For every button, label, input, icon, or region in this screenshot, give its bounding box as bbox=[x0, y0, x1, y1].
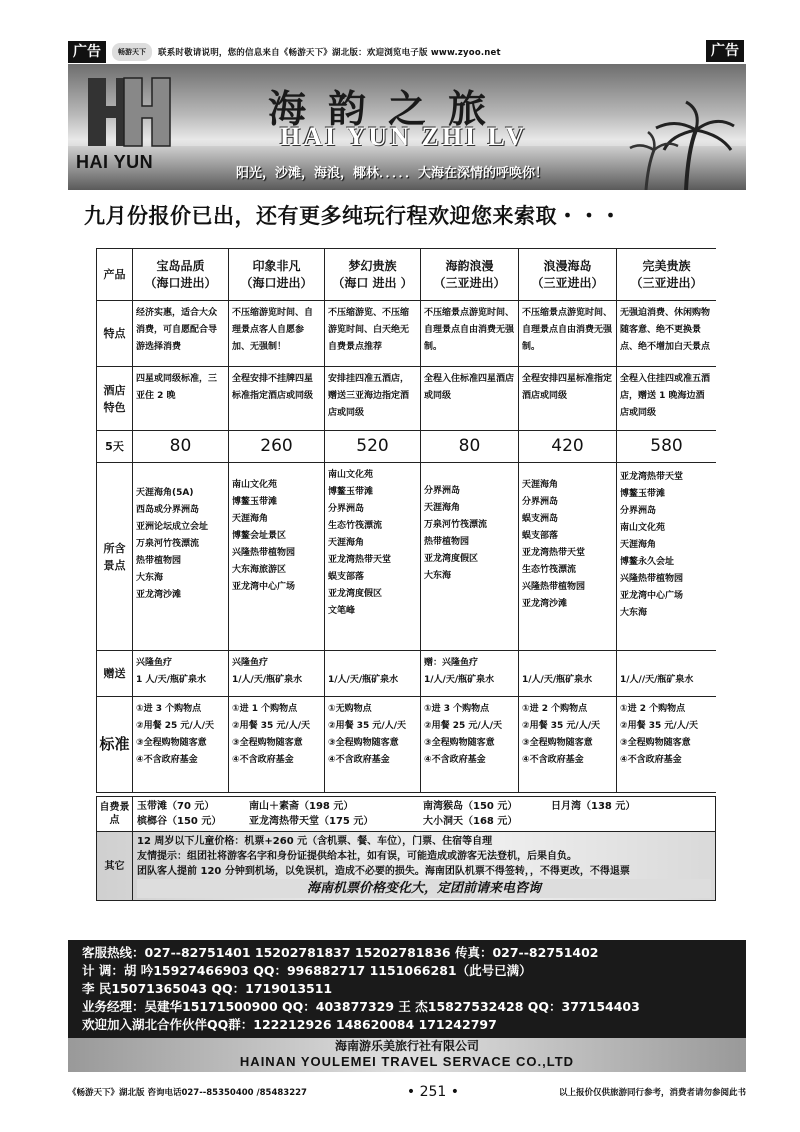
hai-yun-logo-icon bbox=[80, 72, 175, 152]
extra-section bbox=[96, 796, 716, 901]
list-item: 分界洲岛 bbox=[328, 504, 365, 514]
standard-cell bbox=[229, 697, 325, 793]
self-pay-row bbox=[96, 796, 716, 832]
features-cell: 不压缩游览时间、自理景点客人自愿参加、无强制！ bbox=[229, 301, 325, 367]
list-item: 天涯海角 bbox=[328, 538, 365, 548]
list-item: 蜈支洲岛 bbox=[522, 514, 559, 524]
hotel-cell: 全程安排不挂牌四星标准指定酒店或同级 bbox=[229, 367, 325, 431]
list-item: 南山文化苑 bbox=[328, 470, 374, 480]
gift-cell bbox=[325, 651, 421, 697]
banner bbox=[68, 64, 746, 190]
gift-cell bbox=[229, 651, 325, 697]
hotel-cell: 全程入住挂四或准五酒店，赠送 1 晚海边酒店或同级 bbox=[617, 367, 717, 431]
list-item: 天涯海角 bbox=[232, 514, 269, 524]
list-item: 天涯海角 bbox=[522, 480, 559, 490]
product-header bbox=[421, 249, 519, 301]
list-item: 1/人/天/瓶矿泉水 bbox=[522, 675, 593, 685]
page-footer bbox=[68, 1084, 746, 1100]
list-item: 亚龙湾热带天堂 bbox=[620, 472, 684, 482]
list-item: ②用餐 35 元/人/天 bbox=[232, 721, 310, 731]
other-line: 友情提示：组团社将游客名字和身份证提供给本社，如有误，可能造成或游客无法登机，后果自负。 bbox=[137, 851, 577, 862]
other-row bbox=[96, 832, 716, 901]
list-item: ②用餐 35 元/人/天 bbox=[620, 721, 698, 731]
list-item bbox=[522, 655, 613, 672]
row-label-hotel: 酒店特色 bbox=[97, 367, 133, 431]
other-label: 其它 bbox=[97, 832, 133, 900]
self-pay-item: 亚龙湾热带天堂（175 元） bbox=[249, 816, 374, 827]
list-item: 亚龙湾热带天堂 bbox=[328, 555, 392, 565]
list-item: 蜈支部落 bbox=[328, 572, 365, 582]
self-pay-item: 日月湾（138 元） bbox=[551, 801, 636, 812]
self-pay-label: 自费景点 bbox=[97, 797, 133, 831]
self-pay-item: 槟榔谷（150 元） bbox=[137, 816, 222, 827]
product-name: 海韵浪漫 bbox=[445, 258, 494, 273]
list-item: 分界洲岛 bbox=[522, 497, 559, 507]
gift-cell bbox=[617, 651, 717, 697]
list-item: 亚龙湾沙滩 bbox=[136, 590, 182, 600]
list-item: 万泉河竹筏漂流 bbox=[424, 520, 488, 530]
row-label-days: 5天 bbox=[97, 431, 133, 463]
list-item: ③全程购物随客意 bbox=[328, 738, 399, 748]
list-item: 兴隆鱼疗 bbox=[136, 658, 173, 668]
list-item: 生态竹筏漂流 bbox=[522, 565, 577, 575]
list-item: 亚龙湾热带天堂 bbox=[522, 548, 586, 558]
gift-cell bbox=[133, 651, 229, 697]
spots-cell bbox=[519, 463, 617, 651]
list-item: 天涯海角 bbox=[620, 540, 657, 550]
list-item: ①进 3 个购物点 bbox=[136, 704, 202, 714]
product-name: 宝岛品质 bbox=[156, 258, 205, 273]
list-item: 博鳌玉带滩 bbox=[232, 497, 278, 507]
list-item: ①进 1 个购物点 bbox=[232, 704, 298, 714]
company-bar bbox=[68, 1038, 746, 1072]
list-item: 大东海 bbox=[136, 573, 164, 583]
self-pay-item bbox=[551, 814, 671, 829]
product-header bbox=[617, 249, 717, 301]
product-route: （三亚进出） bbox=[531, 275, 604, 290]
list-item: 1/人/天/瓶矿泉水 bbox=[232, 675, 303, 685]
list-item: 分界洲岛 bbox=[424, 486, 461, 496]
list-item: 兴隆热带植物园 bbox=[522, 582, 586, 592]
list-item: ③全程购物随客意 bbox=[620, 738, 691, 748]
list-item: 博鳌玉带滩 bbox=[328, 487, 374, 497]
list-item bbox=[328, 655, 417, 672]
list-item bbox=[620, 655, 713, 672]
list-item: 亚龙湾中心广场 bbox=[232, 582, 296, 592]
list-item: 兴隆热带植物园 bbox=[620, 574, 684, 584]
list-item: 生态竹筏漂流 bbox=[328, 521, 383, 531]
features-cell: 不压缩景点游览时间、自理景点自由消费无强制。 bbox=[421, 301, 519, 367]
row-label-gift: 赠送 bbox=[97, 651, 133, 697]
standard-cell bbox=[617, 697, 717, 793]
spots-cell bbox=[325, 463, 421, 651]
product-name: 完美贵族 bbox=[642, 258, 691, 273]
list-item: 南山文化苑 bbox=[620, 523, 666, 533]
product-route: （三亚进出） bbox=[433, 275, 506, 290]
spots-cell bbox=[421, 463, 519, 651]
features-cell: 不压缩游览、不压缩游览时间、白天绝无自费景点推荐 bbox=[325, 301, 421, 367]
self-pay-item: 大小洞天（168 元） bbox=[423, 816, 518, 827]
list-item: ③全程购物随客意 bbox=[136, 738, 207, 748]
list-item: 热带植物园 bbox=[424, 537, 470, 547]
list-item: ④不含政府基金 bbox=[232, 755, 294, 765]
list-item: 大东海 bbox=[424, 571, 452, 581]
list-item: ①进 3 个购物点 bbox=[424, 704, 490, 714]
list-item: 蜈支部落 bbox=[522, 531, 559, 541]
other-line: 12 周岁以下儿童价格：机票+260 元（含机票、餐、车位），门票、住宿等自理 bbox=[137, 836, 493, 847]
list-item: 1 人/天/瓶矿泉水 bbox=[136, 675, 206, 685]
list-item: 大东海旅游区 bbox=[232, 565, 287, 575]
price-cell: 80 bbox=[133, 431, 229, 463]
list-item: ③全程购物随客意 bbox=[232, 738, 303, 748]
standard-cell bbox=[325, 697, 421, 793]
price-cell: 580 bbox=[617, 431, 717, 463]
ad-tag-left: 广告 bbox=[68, 41, 106, 63]
product-header bbox=[325, 249, 421, 301]
row-standard bbox=[97, 697, 717, 793]
list-item: 亚龙湾沙滩 bbox=[522, 599, 568, 609]
list-item: 1/人/天/瓶矿泉水 bbox=[424, 675, 495, 685]
product-header bbox=[519, 249, 617, 301]
price-cell: 520 bbox=[325, 431, 421, 463]
price-cell: 80 bbox=[421, 431, 519, 463]
row-label-features: 特点 bbox=[97, 301, 133, 367]
row-spots bbox=[97, 463, 717, 651]
list-item: ②用餐 25 元/人/天 bbox=[136, 721, 214, 731]
page-number: • 251 • bbox=[406, 1084, 460, 1100]
row-label-product: 产品 bbox=[97, 249, 133, 301]
list-item: 大东海 bbox=[620, 608, 648, 618]
list-item: 亚龙湾中心广场 bbox=[620, 591, 684, 601]
list-item: ②用餐 35 元/人/天 bbox=[522, 721, 600, 731]
company-name-cn: 海南游乐美旅行社有限公司 bbox=[334, 1039, 479, 1053]
other-line: 团队客人提前 120 分钟到机场，以免误机，造成不必要的损失。海南团队机票不得签转，，不得更改，不得退票 bbox=[137, 866, 630, 877]
list-item: ①进 2 个购物点 bbox=[522, 704, 588, 714]
footer-right: 以上报价仅供旅游同行参考，消费者请勿参阅此书 bbox=[558, 1088, 746, 1098]
list-item: 文笔峰 bbox=[328, 606, 356, 616]
row-gift bbox=[97, 651, 717, 697]
self-pay-item: 南湾猴岛（150 元） bbox=[423, 801, 518, 812]
product-header bbox=[229, 249, 325, 301]
hotel-cell: 全程安排四星标准指定酒店或同级 bbox=[519, 367, 617, 431]
palm-tree-icon bbox=[626, 100, 736, 190]
list-item: 西岛或分界洲岛 bbox=[136, 505, 200, 515]
list-item: ④不含政府基金 bbox=[424, 755, 486, 765]
company-name-en: HAINAN YOULEMEI TRAVEL SERVACE CO.,LTD bbox=[239, 1054, 575, 1069]
list-item: ④不含政府基金 bbox=[136, 755, 198, 765]
product-route: （海口进出） bbox=[144, 275, 217, 290]
spots-cell bbox=[229, 463, 325, 651]
list-item: ③全程购物随客意 bbox=[424, 738, 495, 748]
list-item: 博鳌玉带滩 bbox=[620, 489, 666, 499]
top-strip bbox=[68, 40, 744, 64]
ticket-notice: 海南机票价格变化大，定团前请来电咨询 bbox=[137, 879, 711, 898]
features-cell: 不压缩景点游览时间、自理景点自由消费无强制。 bbox=[519, 301, 617, 367]
banner-slogan: 阳光，沙滩，海浪，椰林．．．．．大海在深情的呼唤你！ bbox=[236, 166, 549, 181]
hotel-cell: 四星或同级标准，三亚住 2 晚 bbox=[133, 367, 229, 431]
banner-title: 海韵之旅 bbox=[268, 86, 509, 131]
contact-line: 计 调：胡 吟15927466903 QQ：996882717 1151066281（此号已满） bbox=[82, 963, 532, 978]
hotel-cell: 全程入住标准四星酒店或同级 bbox=[421, 367, 519, 431]
product-name: 印象非凡 bbox=[252, 258, 301, 273]
row-product bbox=[97, 249, 717, 301]
contact-line: 业务经理：吴建华15171500900 QQ：403877329 王 杰15827532428 QQ：377154403 bbox=[82, 999, 640, 1014]
list-item: ④不含政府基金 bbox=[328, 755, 390, 765]
row-price bbox=[97, 431, 717, 463]
list-item: ②用餐 35 元/人/天 bbox=[328, 721, 406, 731]
self-pay-item: 南山＋素斋（198 元） bbox=[249, 801, 354, 812]
list-item: 分界洲岛 bbox=[620, 506, 657, 516]
features-cell: 经济实惠，适合大众消费，可自愿配合导游选择消费 bbox=[133, 301, 229, 367]
spots-cell bbox=[617, 463, 717, 651]
list-item: 亚龙湾度假区 bbox=[424, 554, 479, 564]
list-item: 亚龙湾度假区 bbox=[328, 589, 383, 599]
list-item: ④不含政府基金 bbox=[522, 755, 584, 765]
footer-left: 《畅游天下》湖北版 咨询电话027--85350400 /85483227 bbox=[68, 1088, 307, 1098]
row-hotel bbox=[97, 367, 717, 431]
list-item: 博鳌会址景区 bbox=[232, 531, 287, 541]
list-item: 热带植物园 bbox=[136, 556, 182, 566]
list-item: 天涯海角 bbox=[424, 503, 461, 513]
list-item: 兴隆热带植物园 bbox=[232, 548, 296, 558]
banner-pinyin: HAI YUN ZHI LV bbox=[280, 122, 528, 151]
self-pay-item: 玉带滩（70 元） bbox=[137, 801, 215, 812]
product-name: 浪漫海岛 bbox=[543, 258, 592, 273]
headline: 九月份报价已出，还有更多纯玩行程欢迎您来索取・・・ bbox=[84, 204, 622, 228]
list-item: 天涯海角(5A) bbox=[136, 488, 194, 498]
ad-tag-right: 广告 bbox=[706, 40, 744, 62]
features-cell: 无强迫消费、休闲购物随客意、绝不更换景点、绝不增加白天景点 bbox=[617, 301, 717, 367]
standard-cell bbox=[421, 697, 519, 793]
price-cell: 420 bbox=[519, 431, 617, 463]
gift-cell bbox=[421, 651, 519, 697]
list-item: 万泉河竹筏漂流 bbox=[136, 539, 200, 549]
logo-word: HAI YUN bbox=[76, 152, 154, 172]
self-pay-list bbox=[133, 797, 715, 831]
standard-cell bbox=[133, 697, 229, 793]
list-item: 兴隆鱼疗 bbox=[232, 658, 269, 668]
contact-block bbox=[68, 940, 746, 1038]
list-item: 亚洲论坛成立会址 bbox=[136, 522, 209, 532]
standard-cell bbox=[519, 697, 617, 793]
contact-line: 欢迎加入湖北合作伙伴QQ群：122212926 148620084 171242797 bbox=[82, 1017, 497, 1032]
list-item: ④不含政府基金 bbox=[620, 755, 682, 765]
product-route: （三亚进出） bbox=[630, 275, 703, 290]
price-cell: 260 bbox=[229, 431, 325, 463]
product-name: 梦幻贵族 bbox=[348, 258, 397, 273]
list-item: ③全程购物随客意 bbox=[522, 738, 593, 748]
row-features bbox=[97, 301, 717, 367]
product-route: （海口进出） bbox=[240, 275, 313, 290]
spots-cell bbox=[133, 463, 229, 651]
hotel-cell: 安排挂四准五酒店，赠送三亚海边指定酒店或同级 bbox=[325, 367, 421, 431]
magazine-logo: 畅游天下 bbox=[112, 43, 152, 61]
row-label-spots: 所含景点 bbox=[97, 463, 133, 651]
list-item: 赠：兴隆鱼疗 bbox=[424, 658, 479, 668]
row-label-standard: 标准 bbox=[97, 697, 133, 793]
gift-cell bbox=[519, 651, 617, 697]
other-notes bbox=[133, 832, 715, 900]
strip-text: 联系时敬请说明，您的信息来自《畅游天下》湖北版：欢迎浏览电子版 www.zyoo.net bbox=[158, 48, 501, 58]
contact-line: 客服热线：027--82751401 15202781837 15202781836 传真：027--82751402 bbox=[82, 945, 599, 960]
list-item: 南山文化苑 bbox=[232, 480, 278, 490]
list-item: ①无购物点 bbox=[328, 704, 372, 714]
list-item: 1/人/天/瓶矿泉水 bbox=[328, 675, 399, 685]
contact-line: 李 民15071365043 QQ：1719013511 bbox=[82, 981, 333, 996]
list-item: ②用餐 25 元/人/天 bbox=[424, 721, 502, 731]
product-header bbox=[133, 249, 229, 301]
product-route: （海口 进出 ） bbox=[332, 275, 413, 290]
list-item: 博鳌永久会址 bbox=[620, 557, 675, 567]
list-item: ①进 2 个购物点 bbox=[620, 704, 686, 714]
list-item: 1/人//天/瓶矿泉水 bbox=[620, 675, 694, 685]
